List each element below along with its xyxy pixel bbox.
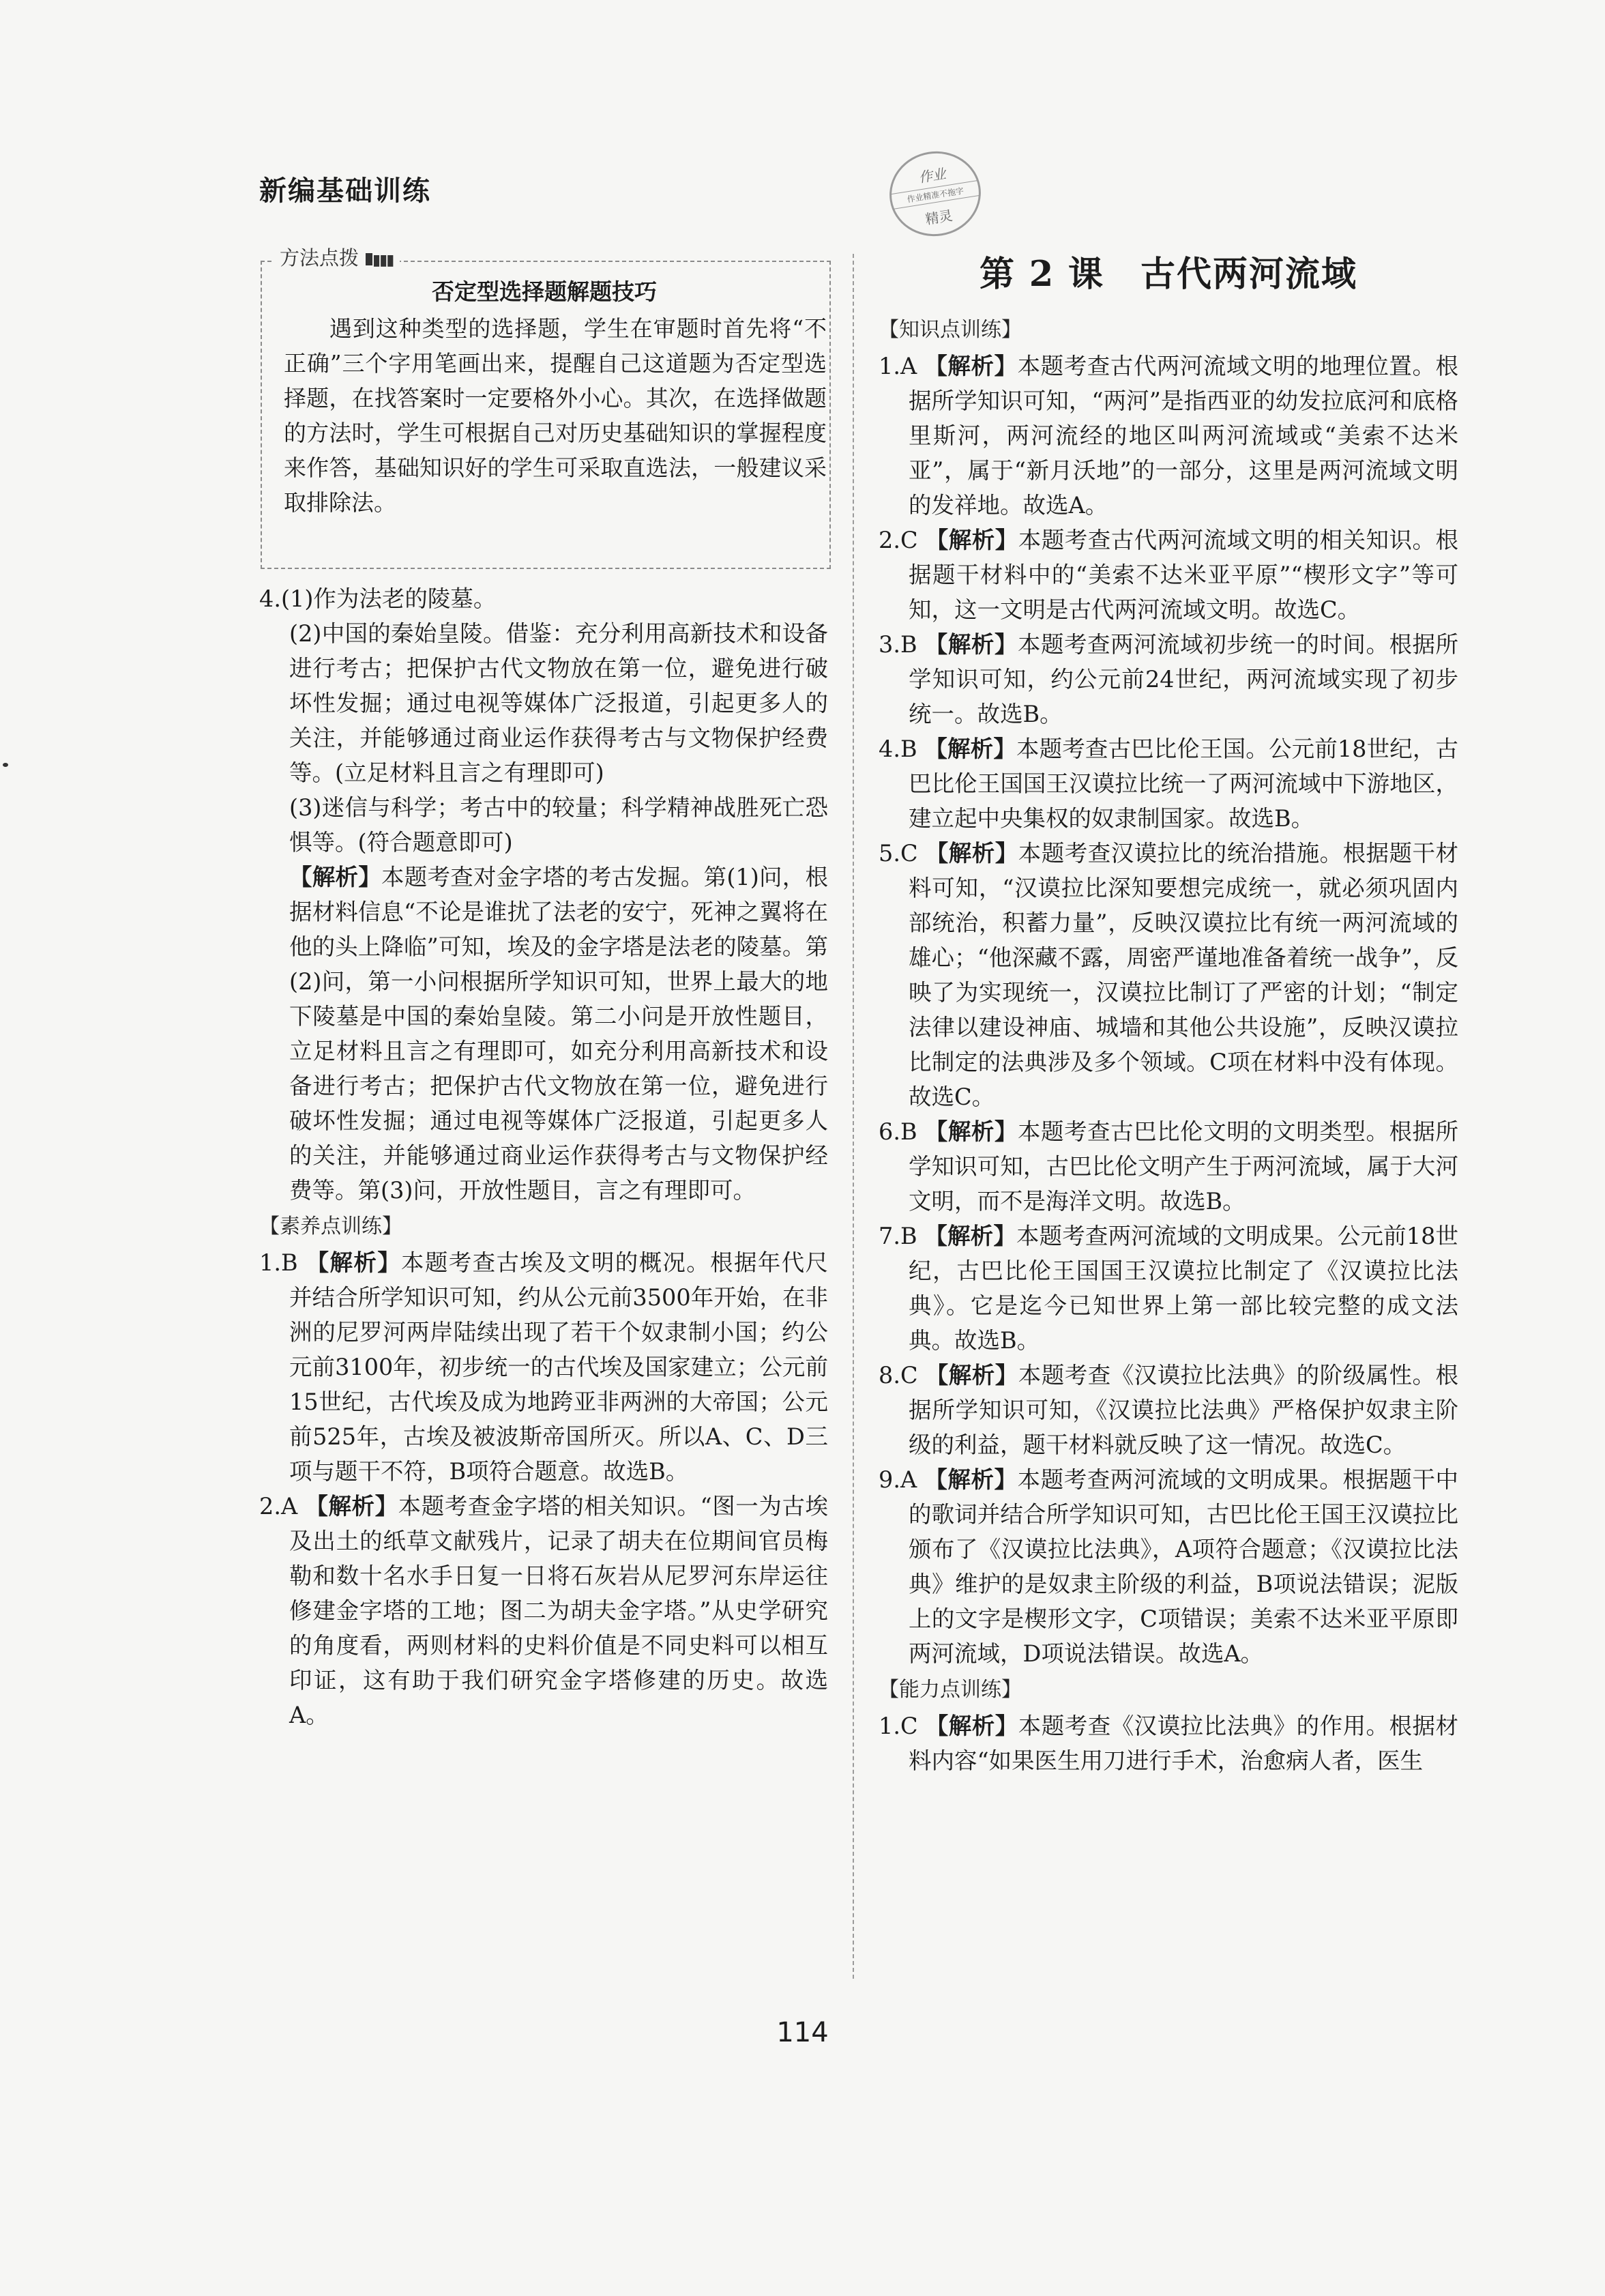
q4-answer-3: (3)迷信与科学；考古中的较量；科学精神战胜死亡恐惧等。(符合题意即可) xyxy=(289,794,828,856)
method-tip-label: 方法点拨 ▮▮▮ xyxy=(273,243,400,271)
left-column xyxy=(259,581,828,1732)
analysis-tag: 【 解析 】 xyxy=(289,864,381,890)
answer-item: 2.A 【 解析 】 本题考查金字塔的相关知识。“图一为古埃及出土的纸草文献残片，记录了胡夫在位期间官员梅勒和数十名水手日复一日将石灰岩从尼罗河东岸运往修建金字塔的工地；图二为胡夫金字塔。”从史学研究的角度看，两则材料的史料价值是不同史料可以相互印证，这有助于我们研究金字塔修建的历史。故选A。 xyxy=(259,1489,828,1732)
answer-item: 1.A 【 解析 】 本题考查古代两河流域文明的地理位置。根据所学知识可知，“两河”是指西亚的幼发拉底河和底格里斯河，两河流经的地区叫两河流域或“美索不达米亚”，属于“新月沃地”的一部分，这里是两河流域文明的发祥地。故选A。 xyxy=(879,349,1458,523)
column-divider xyxy=(853,254,854,1979)
scan-mark xyxy=(3,763,8,767)
answer-item: 2.C 【 解析 】 本题考查古代两河流域文明的相关知识。根据题干材料中的“美索不达米亚平原”“楔形文字”等可知，这一文明是古代两河流域文明。故选C。 xyxy=(879,523,1458,627)
book-title: 新编基础训练 xyxy=(259,175,431,207)
answer-item: 3.B 【 解析 】 本题考查两河流域初步统一的时间。根据所学知识可知，约公元前24世纪，两河流域实现了初步统一。故选B。 xyxy=(879,627,1458,731)
publisher-stamp: 作业 作业精准不拖字 精灵 xyxy=(883,145,987,242)
answer-item: 1.C 【 解析 】 本题考查《汉谟拉比法典》的作用。根据材料内容“如果医生用刀进行手术，治愈病人者，医生 xyxy=(879,1709,1458,1778)
speaker-icon xyxy=(366,253,372,265)
answer-item: 7.B 【 解析 】 本题考查两河流域的文明成果。公元前18世纪，古巴比伦王国国王汉谟拉比制定了《汉谟拉比法典》。它是迄今已知世界上第一部比较完整的成文法典。故选B。 xyxy=(879,1219,1458,1358)
right-column xyxy=(879,311,1458,1778)
answer-item: 4.B 【 解析 】 本题考查古巴比伦王国。公元前18世纪，古巴比伦王国国王汉谟拉比统一了两河流域中下游地区，建立起中央集权的奴隶制国家。故选B。 xyxy=(879,731,1458,836)
page-number: 114 xyxy=(776,2017,829,2048)
answer-item: 1.B 【 解析 】 本题考查古埃及文明的概况。根据年代尺并结合所学知识可知，约从公元前3500年开始，在非洲的尼罗河两岸陆续出现了若干个奴隶制小国；约公元前3100年，初步统一的古代埃及国家建立；公元前15世纪，古代埃及成为地跨亚非两洲的大帝国；公元前525年，古埃及被波斯帝国所灭。所以A、C、D三项与题干不符，B项符合题意。故选B。 xyxy=(259,1245,828,1489)
method-tip-text: 遇到这种类型的选择题，学生在审题时首先将“不正确”三个字用笔画出来，提醒自己这道题为否定型选择题，在找答案时一定要格外小心。其次，在选择做题的方法时，学生可根据自己对历史基础知识的掌握程度来作答，基础知识好的学生可采取直选法，一般建议采取排除法。 xyxy=(284,315,827,516)
lesson-title: 第 2 课 古代两河流域 xyxy=(980,254,1357,295)
section-header: 【 能力点训练 】 xyxy=(879,1672,1458,1707)
answer-item: 6.B 【 解析 】 本题考查古巴比伦文明的文明类型。根据所学知识可知，古巴比伦文明产生于两河流域，属于大河文明，而不是海洋文明。故选B。 xyxy=(879,1114,1458,1219)
sound-waves-icon: ▮▮▮ xyxy=(372,252,394,269)
section-header: 【 知识点训练 】 xyxy=(879,313,1458,347)
answer-item: 9.A 【 解析 】 本题考查两河流域的文明成果。根据题干中的歌词并结合所学知识可知，古巴比伦王国王汉谟拉比颁布了《汉谟拉比法典》，A项符合题意；《汉谟拉比法典》维护的是奴隶主阶级的利益，B项说法错误；泥版上的文字是楔形文字，C项错误；美索不达米亚平原即两河流域，D项说法错误。故选A。 xyxy=(879,1462,1458,1671)
method-tip-title: 否定型选择题解题技巧 xyxy=(432,278,657,305)
section-header: 【 素养点训练 】 xyxy=(259,1209,828,1244)
answer-item: 5.C 【 解析 】 本题考查汉谟拉比的统治措施。根据题干材料可知，“汉谟拉比深知要想完成统一，就必须巩固内部统治，积蓄力量”，反映汉谟拉比有统一两河流域的雄心；“他深藏不露，周密严谨地准备着统一战争”，反映了为实现统一，汉谟拉比制订了严密的计划；“制定法律以建设神庙、城墙和其他公共设施”，反映汉谟拉比制定的法典涉及多个领域。C项在材料中没有体现。故选C。 xyxy=(879,836,1458,1114)
q4-answer-1: 4.(1)作为法老的陵墓。 xyxy=(259,585,497,612)
q4-answer-2: (2)中国的秦始皇陵。借鉴：充分利用高新技术和设备进行考古；把保护古代文物放在第一位，避免进行破坏性发掘；通过电视等媒体广泛报道，引起更多人的关注，并能够通过商业运作获得考古与文物保护经费等。(立足材料且言之有理即可) xyxy=(289,620,828,786)
q4-analysis: 【 解析 】 本题考查对金字塔的考古发掘。第(1)问，根据材料信息“不论是谁扰了法老的安宁，死神之翼将在他的头上降临”可知，埃及的金字塔是法老的陵墓。第(2)问，第一小问根据所学知识可知，世界上最大的地下陵墓是中国的秦始皇陵。第二小问是开放性题目，立足材料且言之有理即可，如充分利用高新技术和设备进行考古；把保护古代文物放在第一位，避免进行破坏性发掘；通过电视等媒体广泛报道，引起更多人的关注，并能够通过商业运作获得考古与文物保护经费等。第(3)问，开放性题目，言之有理即可。 xyxy=(259,860,828,1208)
answer-item: 8.C 【 解析 】 本题考查《汉谟拉比法典》的阶级属性。根据所学知识可知，《汉谟拉比法典》严格保护奴隶主阶级的利益，题干材料就反映了这一情况。故选C。 xyxy=(879,1358,1458,1462)
